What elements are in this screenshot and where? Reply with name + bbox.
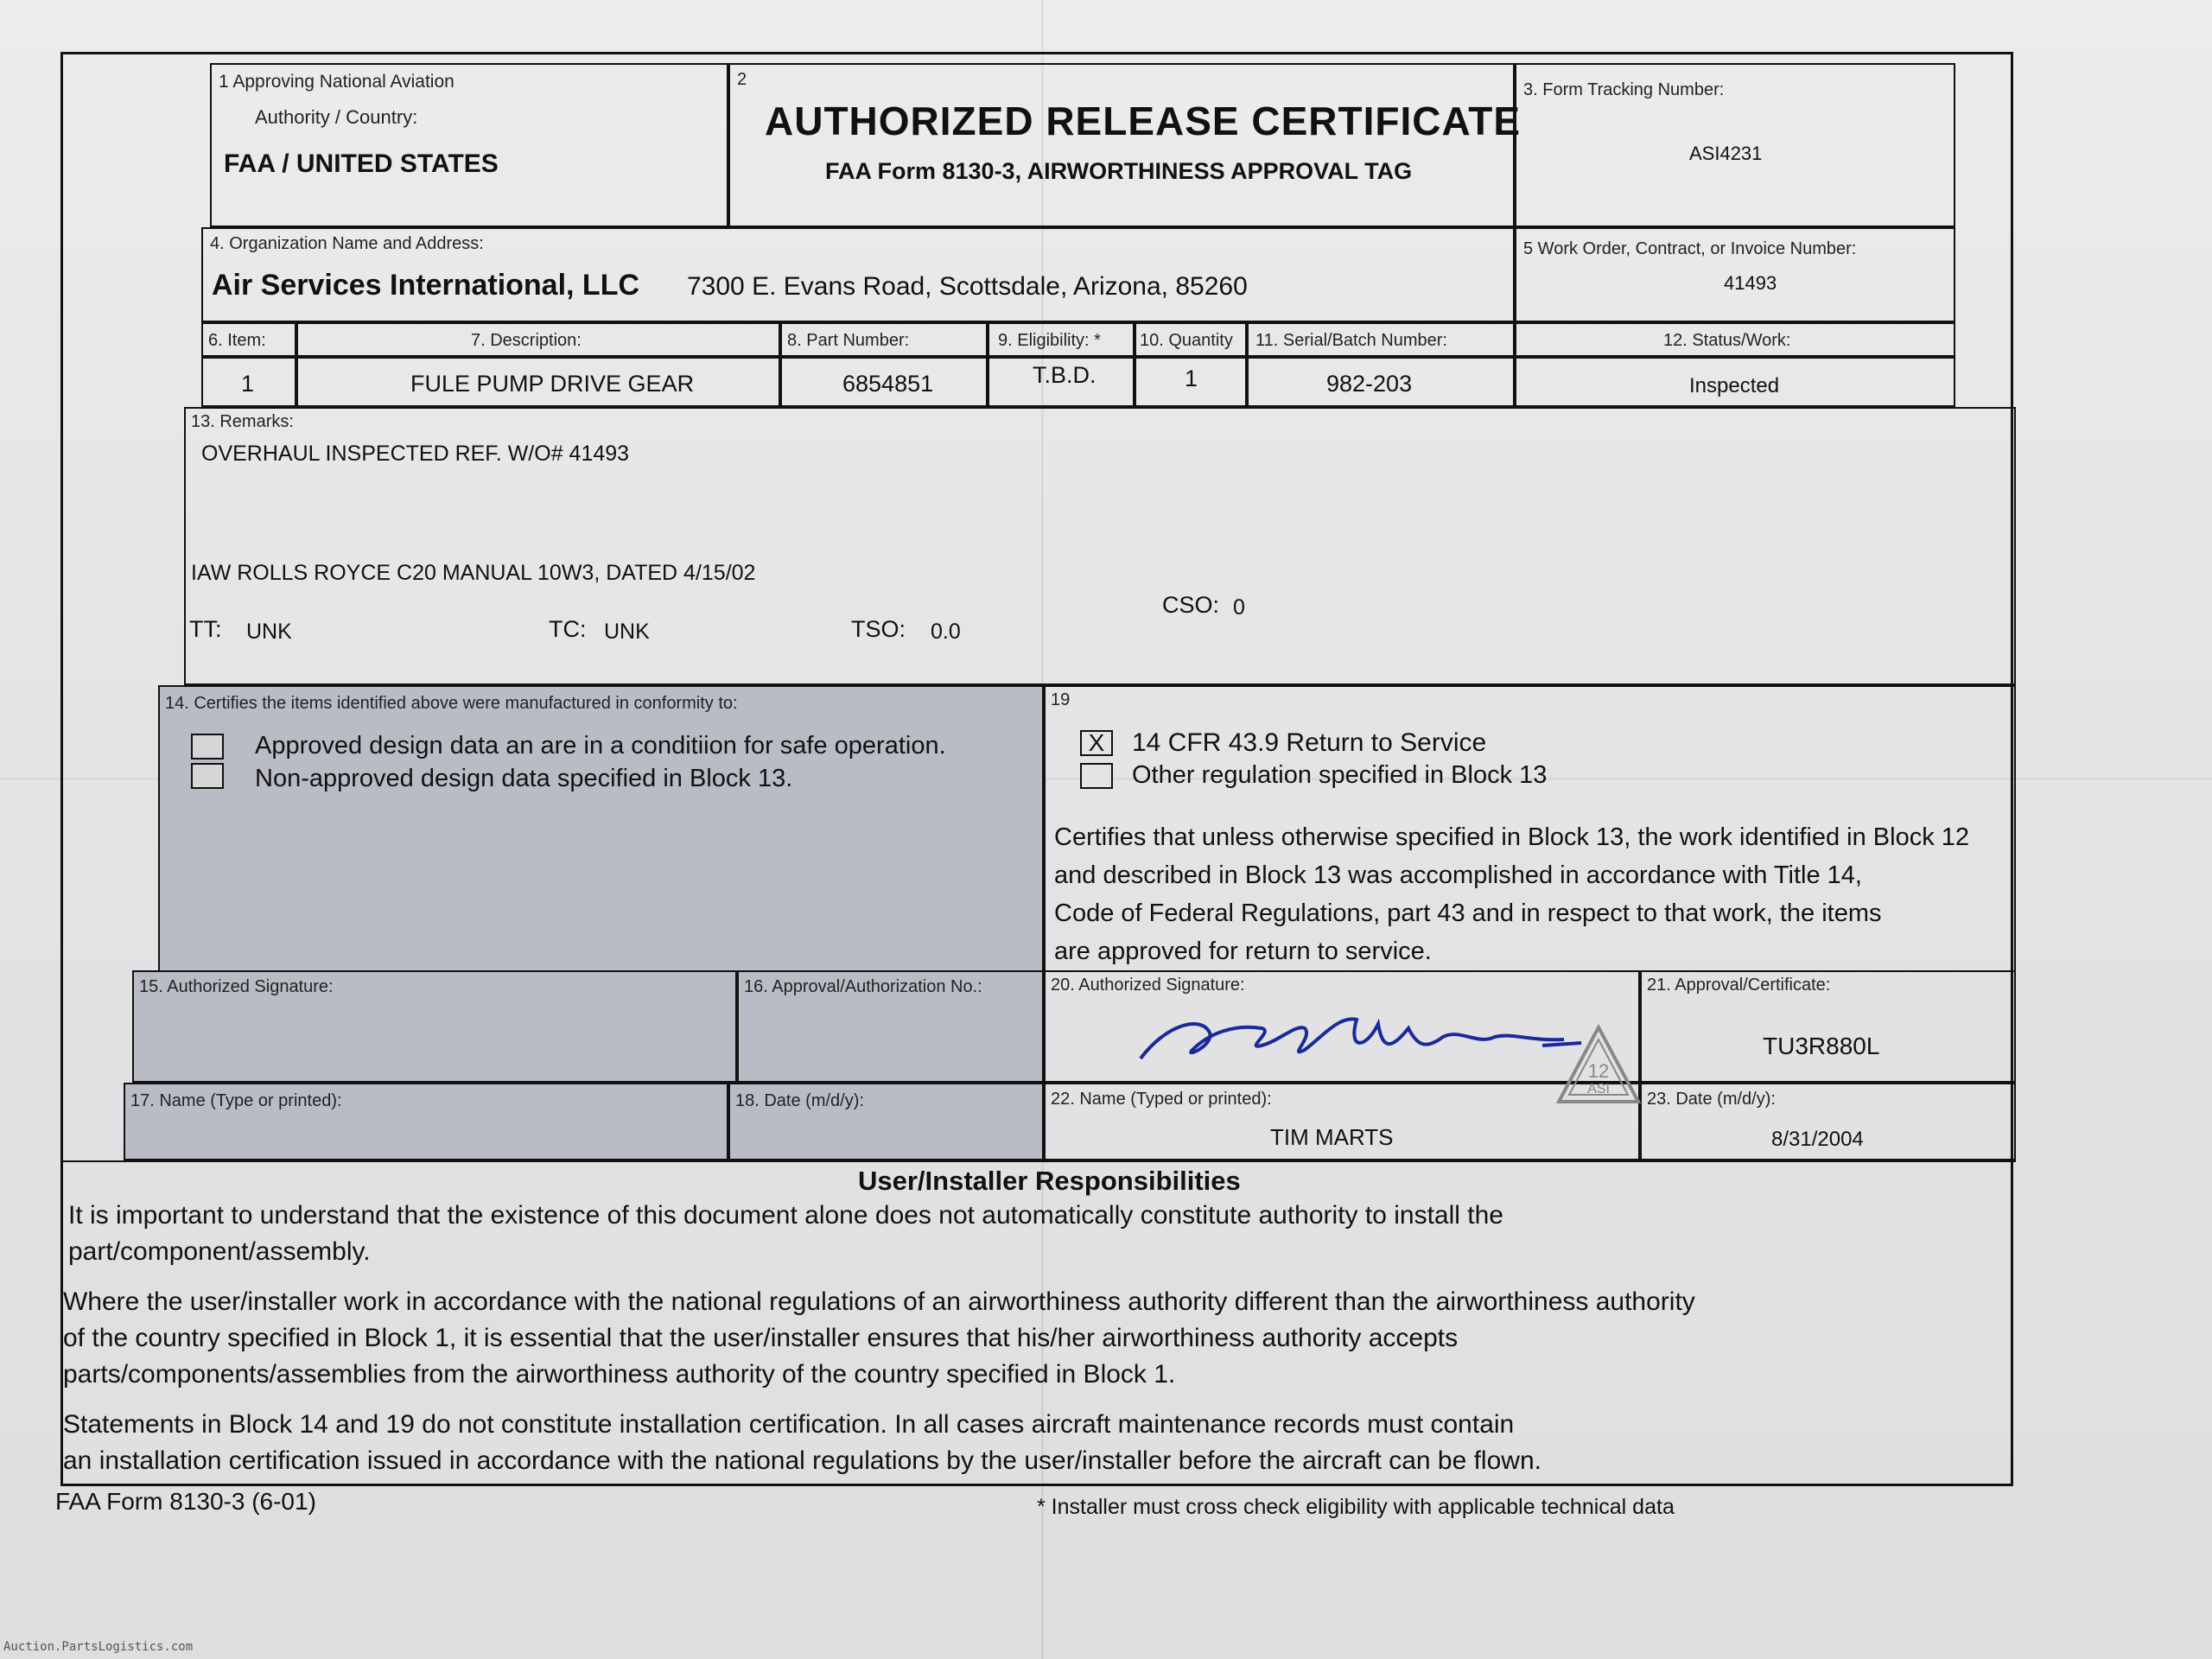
watermark: Auction.PartsLogistics.com xyxy=(3,1640,194,1654)
block-19-number: 19 xyxy=(1051,690,1071,709)
certificate-subtitle: FAA Form 8130-3, AIRWORTHINESS APPROVAL TAG xyxy=(825,158,1413,184)
header-description-label: 7. Description: xyxy=(471,331,582,350)
block-14-checkbox-approved[interactable] xyxy=(191,734,224,760)
header-part-number-label: 8. Part Number: xyxy=(787,331,910,350)
tso-value: 0.0 xyxy=(931,620,961,644)
block-19-checkbox-return-to-service[interactable]: X xyxy=(1080,730,1113,756)
block-14-checkbox-non-approved[interactable] xyxy=(191,763,224,789)
block-1 xyxy=(210,63,728,227)
cso-value: 0 xyxy=(1233,595,1245,620)
block-19-certification-line-1: Certifies that unless otherwise specified in Block 13, the work identified in Block 12 xyxy=(1054,823,1970,851)
block-4 xyxy=(201,227,1515,322)
tso-label: TSO: xyxy=(851,616,906,642)
header-eligibility-label: 9. Eligibility: * xyxy=(998,331,1101,350)
responsibilities-heading: User/Installer Responsibilities xyxy=(858,1166,1241,1196)
responsibilities-p2-line-1: Where the user/installer work in accordance with the national regulations of an airworthiness authority different than the airworthiness authority xyxy=(63,1287,1695,1316)
eligibility-footnote: * Installer must cross check eligibility with applicable technical data xyxy=(1037,1495,1675,1519)
certificate-form xyxy=(60,52,2013,1486)
block-3 xyxy=(1515,63,1955,227)
stamp-number: 12 xyxy=(1587,1060,1610,1082)
item-part-number: 6854851 xyxy=(842,371,934,397)
authorized-signature xyxy=(1132,998,1616,1084)
organization-name: Air Services International, LLC xyxy=(212,269,640,302)
row-part-number xyxy=(780,357,988,407)
block-22-label: 22. Name (Typed or printed): xyxy=(1051,1090,1272,1109)
block-5 xyxy=(1515,227,1955,322)
responsibilities-p1-line-1: It is important to understand that the existence of this document alone does not automatically constitute authority to install the xyxy=(68,1201,1503,1230)
header-quantity xyxy=(1135,322,1247,357)
tt-label: TT: xyxy=(189,616,222,642)
block-2 xyxy=(728,63,1522,227)
item-description: FULE PUMP DRIVE GEAR xyxy=(410,371,695,397)
item-quantity: 1 xyxy=(1185,365,1198,391)
responsibilities-p2-line-3: parts/components/assemblies from the airworthiness authority of the country specified in Block 1. xyxy=(63,1360,1176,1389)
header-serial-label: 11. Serial/Batch Number: xyxy=(1255,331,1447,350)
header-serial xyxy=(1247,322,1515,357)
row-description xyxy=(296,357,780,407)
tc-value: UNK xyxy=(604,620,650,644)
tt-value: UNK xyxy=(246,620,292,644)
block-23 xyxy=(1640,1083,2016,1160)
header-item xyxy=(201,322,296,357)
block-18-label: 18. Date (m/d/y): xyxy=(735,1091,864,1110)
work-order-number: 41493 xyxy=(1724,272,1777,294)
block-18 xyxy=(728,1083,1044,1160)
block-16 xyxy=(737,970,1044,1083)
block-14-option-non-approved: Non-approved design data specified in Block 13. xyxy=(255,765,793,792)
remarks-line-2: IAW ROLLS ROYCE C20 MANUAL 10W3, DATED 4/15/02 xyxy=(191,561,756,585)
item-number: 1 xyxy=(241,371,255,397)
organization-address: 7300 E. Evans Road, Scottsdale, Arizona, 85260 xyxy=(687,272,1248,301)
item-eligibility: T.B.D. xyxy=(1033,362,1096,388)
item-status: Inspected xyxy=(1689,374,1780,397)
signer-name: TIM MARTS xyxy=(1270,1124,1394,1150)
block-22 xyxy=(1044,1083,1640,1160)
form-identifier: FAA Form 8130-3 (6-01) xyxy=(55,1488,316,1515)
row-status xyxy=(1515,357,1955,407)
block-15-label: 15. Authorized Signature: xyxy=(139,977,334,996)
block-5-label: 5 Work Order, Contract, or Invoice Number: xyxy=(1523,239,1857,258)
signature-date: 8/31/2004 xyxy=(1771,1128,1864,1151)
block-19-option-other-regulation: Other regulation specified in Block 13 xyxy=(1132,761,1548,789)
row-eligibility xyxy=(988,357,1135,407)
approving-authority: FAA / UNITED STATES xyxy=(224,149,499,178)
block-14-label: 14. Certifies the items identified above were manufactured in conformity to: xyxy=(165,694,738,713)
block-4-label: 4. Organization Name and Address: xyxy=(210,234,484,253)
responsibilities-section xyxy=(63,1160,2016,1489)
inspector-stamp xyxy=(1555,1024,1642,1106)
responsibilities-p3-line-1: Statements in Block 14 and 19 do not constitute installation certification. In all cases aircraft maintenance records must contain xyxy=(63,1410,1515,1439)
form-tracking-number: ASI4231 xyxy=(1689,143,1763,164)
block-19-option-return-to-service: 14 CFR 43.9 Return to Service xyxy=(1132,728,1487,757)
block-1-label: 1 Approving National Aviation xyxy=(219,72,454,92)
block-20 xyxy=(1044,970,1640,1083)
header-status-label: 12. Status/Work: xyxy=(1663,331,1791,350)
stamp-text: ASI xyxy=(1587,1082,1610,1096)
block-19-certification-line-4: are approved for return to service. xyxy=(1054,938,1432,965)
header-quantity-label: 10. Quantity xyxy=(1140,331,1233,350)
cso-label: CSO: xyxy=(1162,592,1220,618)
block-17-label: 17. Name (Type or printed): xyxy=(130,1091,342,1110)
block-16-label: 16. Approval/Authorization No.: xyxy=(744,977,982,996)
block-23-label: 23. Date (m/d/y): xyxy=(1647,1090,1776,1109)
block-19-checkbox-other-regulation[interactable] xyxy=(1080,763,1113,789)
block-21-label: 21. Approval/Certificate: xyxy=(1647,976,1831,995)
block-15 xyxy=(132,970,737,1083)
responsibilities-p3-line-2: an installation certification issued in accordance with the national regulations by the user/installer before the aircraft can be flown. xyxy=(63,1446,1541,1475)
header-item-label: 6. Item: xyxy=(208,331,266,350)
responsibilities-p1-line-2: part/component/assembly. xyxy=(68,1237,371,1266)
block-19-certification-line-2: and described in Block 13 was accomplished in accordance with Title 14, xyxy=(1054,861,1862,889)
block-2-number: 2 xyxy=(737,70,747,89)
block-21 xyxy=(1640,970,2016,1083)
block-20-label: 20. Authorized Signature: xyxy=(1051,976,1245,995)
block-19-certification-line-3: Code of Federal Regulations, part 43 and in respect to that work, the items xyxy=(1054,899,1882,927)
header-part-number xyxy=(780,322,988,357)
item-serial: 982-203 xyxy=(1326,371,1413,397)
block-13 xyxy=(184,407,2016,685)
block-3-label: 3. Form Tracking Number: xyxy=(1523,80,1725,99)
header-description xyxy=(296,322,780,357)
tc-label: TC: xyxy=(549,616,587,642)
block-17 xyxy=(124,1083,728,1160)
header-status xyxy=(1515,322,1955,357)
certificate-title: AUTHORIZED RELEASE CERTIFICATE xyxy=(765,99,1522,143)
block-13-label: 13. Remarks: xyxy=(191,412,294,431)
row-quantity xyxy=(1135,357,1247,407)
row-item xyxy=(201,357,296,407)
row-serial xyxy=(1247,357,1515,407)
block-1-label-2: Authority / Country: xyxy=(255,106,418,128)
header-eligibility xyxy=(988,322,1135,357)
remarks-line-1: OVERHAUL INSPECTED REF. W/O# 41493 xyxy=(201,442,630,466)
block-14-option-approved: Approved design data an are in a conditiion for safe operation. xyxy=(255,732,946,760)
approval-certificate-number: TU3R880L xyxy=(1763,1033,1880,1059)
responsibilities-p2-line-2: of the country specified in Block 1, it is essential that the user/installer ensures that his/her airworthiness authority accepts xyxy=(63,1324,1459,1352)
